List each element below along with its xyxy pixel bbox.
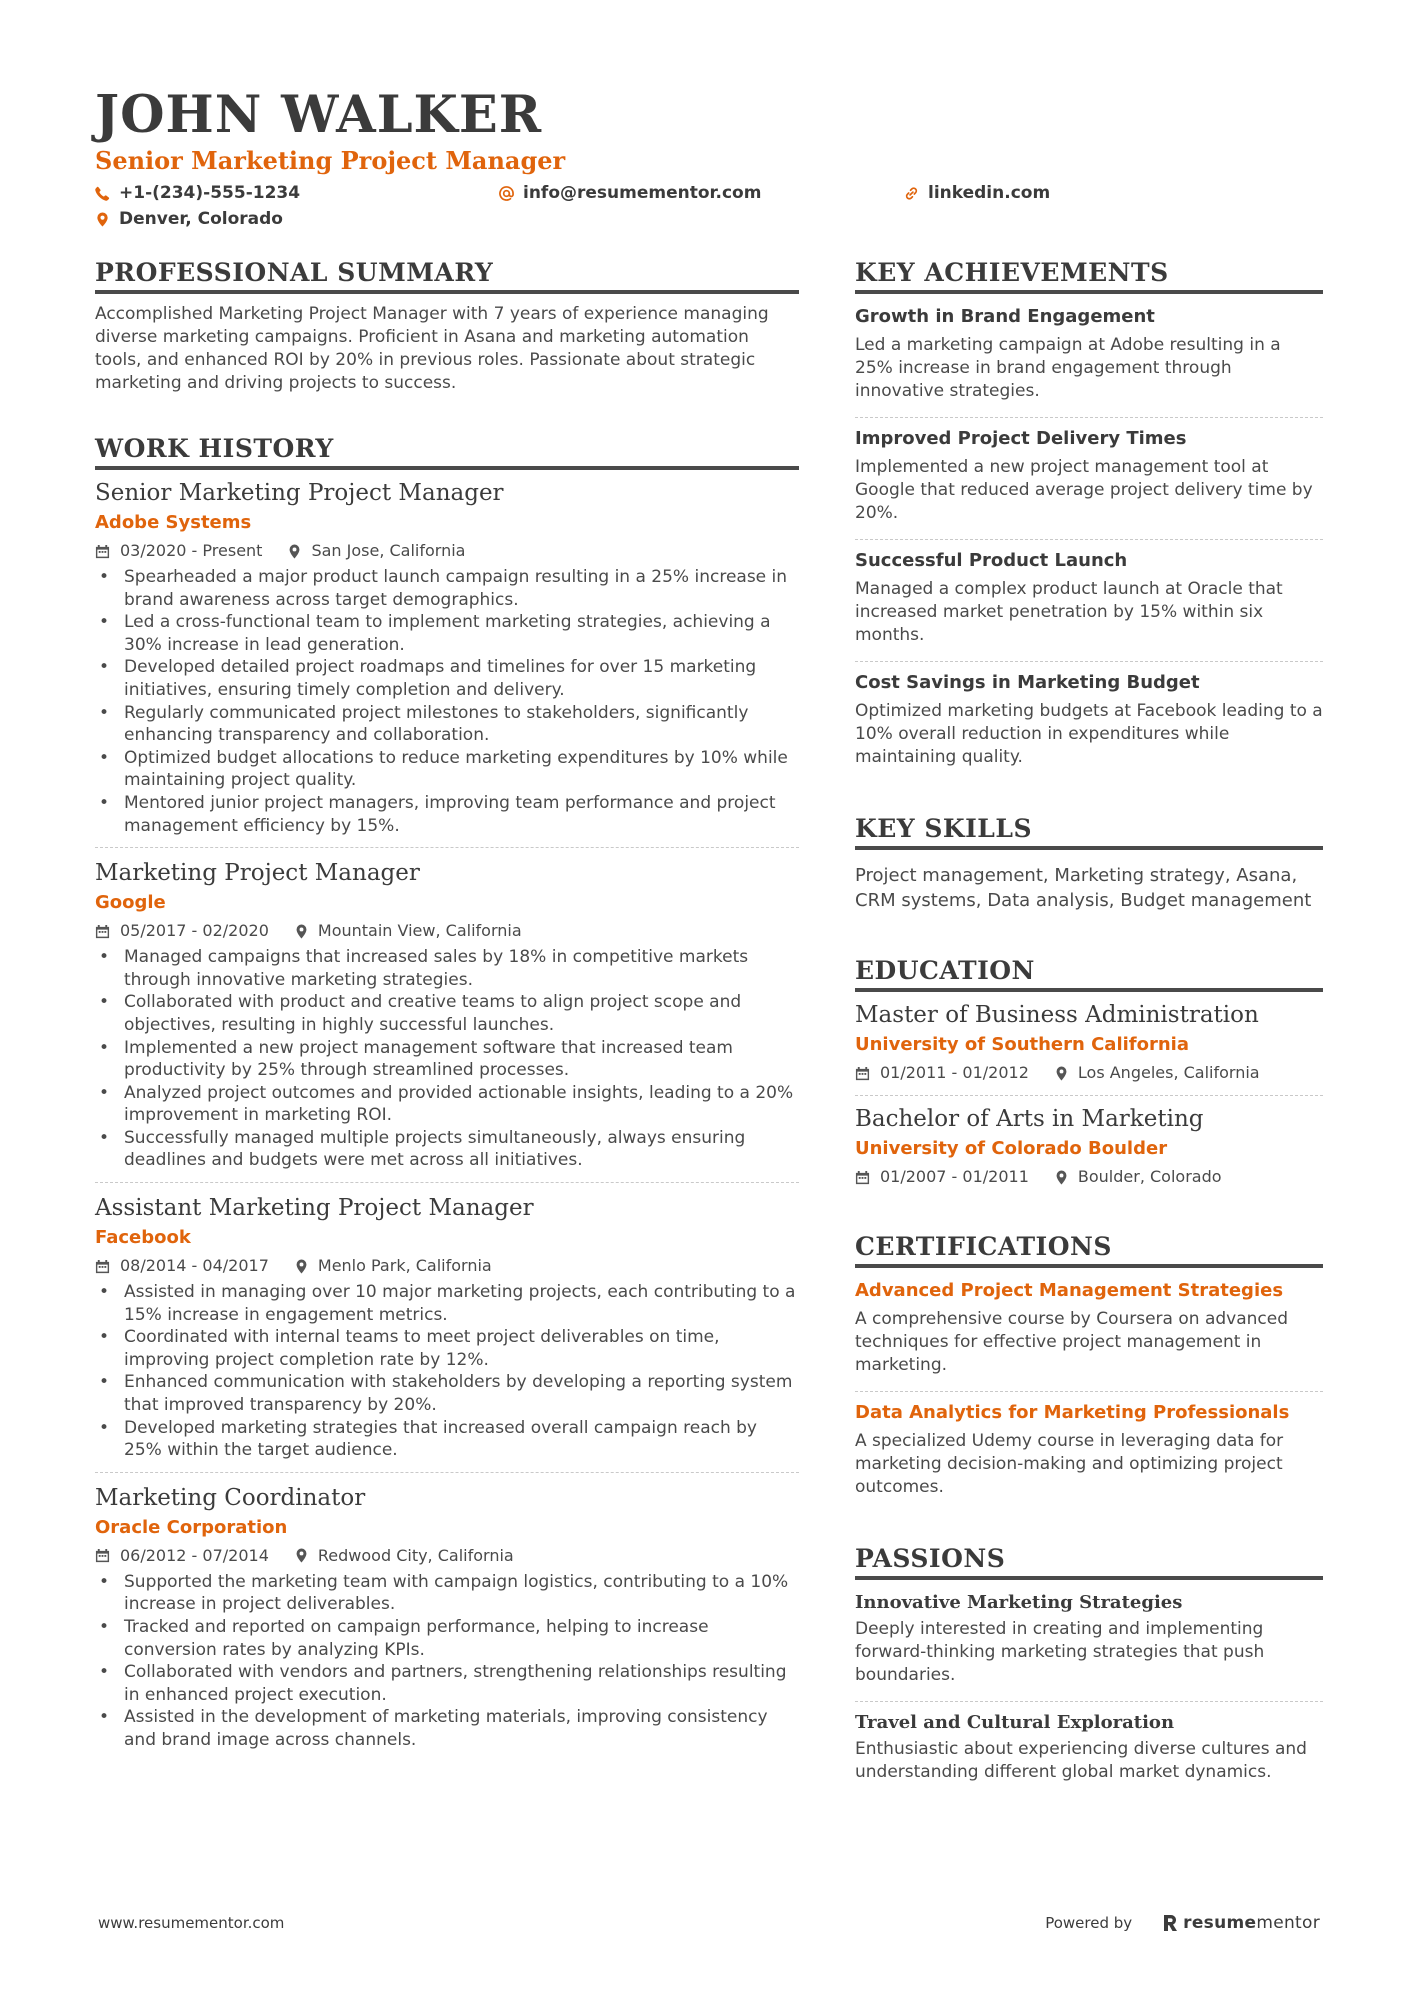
powered-by-label: Powered by xyxy=(1045,1914,1133,1932)
achievement-item xyxy=(855,540,1323,662)
job-title: Marketing Project Manager xyxy=(95,860,420,887)
location-text: Denver, Colorado xyxy=(119,209,283,229)
right-column xyxy=(855,257,1323,1798)
job-bullet: • Regularly communicated project milestones to stakeholders, significantly enhancing transparency and collaboration. xyxy=(95,702,799,747)
resumementor-logo-icon xyxy=(1162,1914,1178,1932)
brand-name-a: resume xyxy=(1183,1913,1257,1933)
brand-name-b: mentor xyxy=(1256,1913,1320,1933)
job-location-text: Menlo Park, California xyxy=(317,1256,492,1276)
map-pin-icon xyxy=(295,924,308,939)
contact-email[interactable] xyxy=(499,183,904,203)
job-bullet: • Analyzed project outcomes and provided actionable insights, leading to a 20% improvement in marketing ROI. xyxy=(95,1082,799,1127)
passion-desc: Enthusiastic about experiencing diverse cultures and understanding different global market dynamics. xyxy=(855,1739,1307,1782)
calendar-icon xyxy=(855,1066,870,1081)
education-degree: Master of Business Administration xyxy=(855,1002,1259,1028)
job-location xyxy=(288,539,465,563)
job-bullet: • Managed campaigns that increased sales by 18% in competitive markets through innovative marketing strategies. xyxy=(95,946,799,991)
certification-desc: A comprehensive course by Coursera on advanced techniques for effective project management in marketing. xyxy=(855,1309,1289,1375)
job-meta xyxy=(95,1254,799,1278)
job-dates: 06/2012 - 07/2014 xyxy=(120,1545,269,1565)
job-entry xyxy=(95,848,799,1183)
education-meta xyxy=(855,1061,1323,1085)
contact-linkedin[interactable] xyxy=(904,183,1050,203)
job-bullet: • Enhanced communication with stakeholders by developing a reporting system that improved transparency by 20%. xyxy=(95,1371,799,1416)
achievement-desc: Optimized marketing budgets at Facebook leading to a 10% overall reduction in expenditures while maintaining quality. xyxy=(855,701,1323,767)
job-bullet: • Collaborated with vendors and partners, strengthening relationships resulting in enhanced project execution. xyxy=(95,1661,799,1706)
map-pin-icon xyxy=(1055,1170,1068,1185)
page-footer xyxy=(98,1913,1320,1933)
passion-title: Travel and Cultural Exploration xyxy=(855,1712,1175,1733)
job-company: Google xyxy=(95,892,166,914)
job-bullet: • Developed detailed project roadmaps and timelines for over 15 marketing initiatives, ensuring timely completion and delivery. xyxy=(95,656,799,701)
passion-list xyxy=(855,1582,1323,1798)
education-location-text: Boulder, Colorado xyxy=(1077,1167,1222,1186)
job-bullet: • Tracked and reported on campaign performance, helping to increase conversion rates by analyzing KPIs. xyxy=(95,1616,799,1661)
passion-desc: Deeply interested in creating and implementing forward-thinking marketing strategies that push boundaries. xyxy=(855,1619,1265,1685)
job-location-text: San Jose, California xyxy=(311,541,466,560)
job-bullet: • Assisted in managing over 10 major marketing projects, each contributing to a 15% increase in engagement metrics. xyxy=(95,1281,799,1326)
achievement-desc: Implemented a new project management tool at Google that reduced average project delivery time by 20%. xyxy=(855,457,1313,523)
job-dates: 08/2014 - 04/2017 xyxy=(120,1256,269,1276)
section-title-achievements: KEY ACHIEVEMENTS xyxy=(855,257,1323,294)
certification-item xyxy=(855,1270,1323,1392)
footer-website-link[interactable]: www.resumementor.com xyxy=(98,1914,285,1932)
contact-phone[interactable] xyxy=(95,183,499,203)
email-text: info@resumementor.com xyxy=(523,183,762,203)
certification-desc: A specialized Udemy course in leveraging data for marketing decision-making and optimizing project outcomes. xyxy=(855,1431,1284,1497)
achievement-item xyxy=(855,418,1323,540)
certification-item xyxy=(855,1392,1323,1513)
job-bullet: • Developed marketing strategies that increased overall campaign reach by 25% within the target audience. xyxy=(95,1417,799,1462)
calendar-icon xyxy=(855,1170,870,1185)
section-title-summary: PROFESSIONAL SUMMARY xyxy=(95,257,799,294)
calendar-icon xyxy=(95,1259,110,1274)
job-bullet: • Collaborated with product and creative teams to align project scope and objectives, resulting in highly successful launches. xyxy=(95,991,799,1036)
job-company: Adobe Systems xyxy=(95,512,252,533)
achievement-title: Growth in Brand Engagement xyxy=(855,306,1155,327)
passion-item xyxy=(855,1702,1323,1798)
certification-list xyxy=(855,1270,1323,1513)
calendar-icon xyxy=(95,1548,110,1563)
section-title-skills: KEY SKILLS xyxy=(855,813,1323,850)
job-bullets xyxy=(95,1281,799,1462)
job-bullet: • Implemented a new project management software that increased team productivity by 25% through streamlined processes. xyxy=(95,1037,799,1082)
education-dates: 01/2007 - 01/2011 xyxy=(880,1167,1029,1186)
section-title-work: WORK HISTORY xyxy=(95,433,799,470)
job-bullet: • Spearheaded a major product launch campaign resulting in a 25% increase in brand awareness across target demographics. xyxy=(95,566,799,611)
job-title: Assistant Marketing Project Manager xyxy=(95,1195,534,1222)
calendar-icon xyxy=(95,544,110,559)
job-bullet: • Successfully managed multiple projects simultaneously, always ensuring deadlines and budgets were met across all initiatives. xyxy=(95,1127,799,1172)
section-title-education: EDUCATION xyxy=(855,955,1323,992)
brand-logo[interactable] xyxy=(1162,1913,1320,1933)
education-location xyxy=(1055,1165,1222,1189)
job-meta xyxy=(95,1544,799,1568)
summary-text: Accomplished Marketing Project Manager with 7 years of experience managing diverse marketing campaigns. Proficient in Asana and marketing automation tools, and enhanced ROI by 20% in previous roles. Passionate about strategic marketing and driving projects to success. xyxy=(95,304,769,393)
job-title: Senior Marketing Project Manager xyxy=(95,480,504,506)
job-meta xyxy=(95,539,799,563)
job-entry xyxy=(95,478,799,848)
education-degree: Bachelor of Arts in Marketing xyxy=(855,1106,1204,1132)
section-title-passions: PASSIONS xyxy=(855,1543,1323,1580)
education-dates: 01/2011 - 01/2012 xyxy=(880,1063,1029,1082)
phone-text: +1-(234)-555-1234 xyxy=(119,183,301,203)
powered-by xyxy=(1045,1913,1320,1933)
job-bullet: • Assisted in the development of marketing materials, improving consistency and brand image across channels. xyxy=(95,1706,799,1751)
job-bullets xyxy=(95,566,799,837)
at-sign-icon xyxy=(499,186,514,201)
achievement-desc: Led a marketing campaign at Adobe resulting in a 25% increase in brand engagement through innovative strategies. xyxy=(855,335,1281,401)
education-school: University of Colorado Boulder xyxy=(855,1138,1168,1159)
job-location xyxy=(295,1544,514,1568)
contact-location xyxy=(95,209,283,229)
job-meta xyxy=(95,919,799,943)
job-bullet: • Led a cross-functional team to implement marketing strategies, achieving a 30% increase in lead generation. xyxy=(95,611,799,656)
job-company: Facebook xyxy=(95,1227,191,1249)
job-bullet: • Optimized budget allocations to reduce marketing expenditures by 10% while maintaining project quality. xyxy=(95,747,799,792)
map-pin-icon xyxy=(95,212,110,227)
job-entry xyxy=(95,1473,799,1762)
achievement-item xyxy=(855,662,1323,783)
job-list xyxy=(95,478,799,1762)
job-dates: 03/2020 - Present xyxy=(120,541,263,560)
contact-row xyxy=(95,180,1325,206)
passion-title: Innovative Marketing Strategies xyxy=(855,1592,1183,1613)
job-entry xyxy=(95,1183,799,1473)
job-location xyxy=(295,919,522,943)
job-title: Marketing Coordinator xyxy=(95,1484,366,1511)
certification-title: Data Analytics for Marketing Professionals xyxy=(855,1402,1290,1423)
achievement-list xyxy=(855,296,1323,783)
map-pin-icon xyxy=(1055,1066,1068,1081)
candidate-name: JOHN WALKER xyxy=(95,85,543,145)
education-item xyxy=(855,1096,1323,1199)
map-pin-icon xyxy=(295,1548,308,1563)
job-company: Oracle Corporation xyxy=(95,1516,288,1538)
job-location xyxy=(295,1254,492,1278)
education-list xyxy=(855,992,1323,1199)
map-pin-icon xyxy=(295,1259,308,1274)
skills-text: Project management, Marketing strategy, Asana, CRM systems, Data analysis, Budget management xyxy=(855,865,1312,911)
calendar-icon xyxy=(95,924,110,939)
job-bullets xyxy=(95,1571,799,1752)
job-bullet: • Coordinated with internal teams to meet project deliverables on time, improving project completion rate by 12%. xyxy=(95,1326,799,1371)
achievement-title: Cost Savings in Marketing Budget xyxy=(855,672,1200,693)
phone-icon xyxy=(95,186,110,201)
linkedin-text: linkedin.com xyxy=(928,183,1051,203)
job-dates: 05/2017 - 02/2020 xyxy=(120,921,269,941)
certification-title: Advanced Project Management Strategies xyxy=(855,1280,1284,1301)
achievement-desc: Managed a complex product launch at Oracle that increased market penetration by 15% within six months. xyxy=(855,579,1283,645)
job-bullet: • Supported the marketing team with campaign logistics, contributing to a 10% increase in project deliverables. xyxy=(95,1571,799,1616)
job-bullet: • Mentored junior project managers, improving team performance and project management efficiency by 15%. xyxy=(95,792,799,837)
candidate-role: Senior Marketing Project Manager xyxy=(95,146,566,175)
job-location-text: Redwood City, California xyxy=(317,1545,514,1565)
map-pin-icon xyxy=(288,544,301,559)
education-location-text: Los Angeles, California xyxy=(1077,1063,1260,1082)
job-location-text: Mountain View, California xyxy=(317,921,522,941)
education-item xyxy=(855,992,1323,1096)
achievement-title: Improved Project Delivery Times xyxy=(855,428,1187,449)
job-bullets xyxy=(95,946,799,1172)
achievement-title: Successful Product Launch xyxy=(855,550,1128,571)
achievement-item xyxy=(855,296,1323,418)
education-school: University of Southern California xyxy=(855,1034,1190,1055)
passion-item xyxy=(855,1582,1323,1702)
resume-header xyxy=(95,84,1325,232)
education-location xyxy=(1055,1061,1260,1085)
left-column xyxy=(95,257,799,1762)
education-meta xyxy=(855,1165,1323,1189)
contact-row-2 xyxy=(95,206,1325,232)
section-title-certifications: CERTIFICATIONS xyxy=(855,1231,1323,1268)
link-icon xyxy=(904,186,919,201)
